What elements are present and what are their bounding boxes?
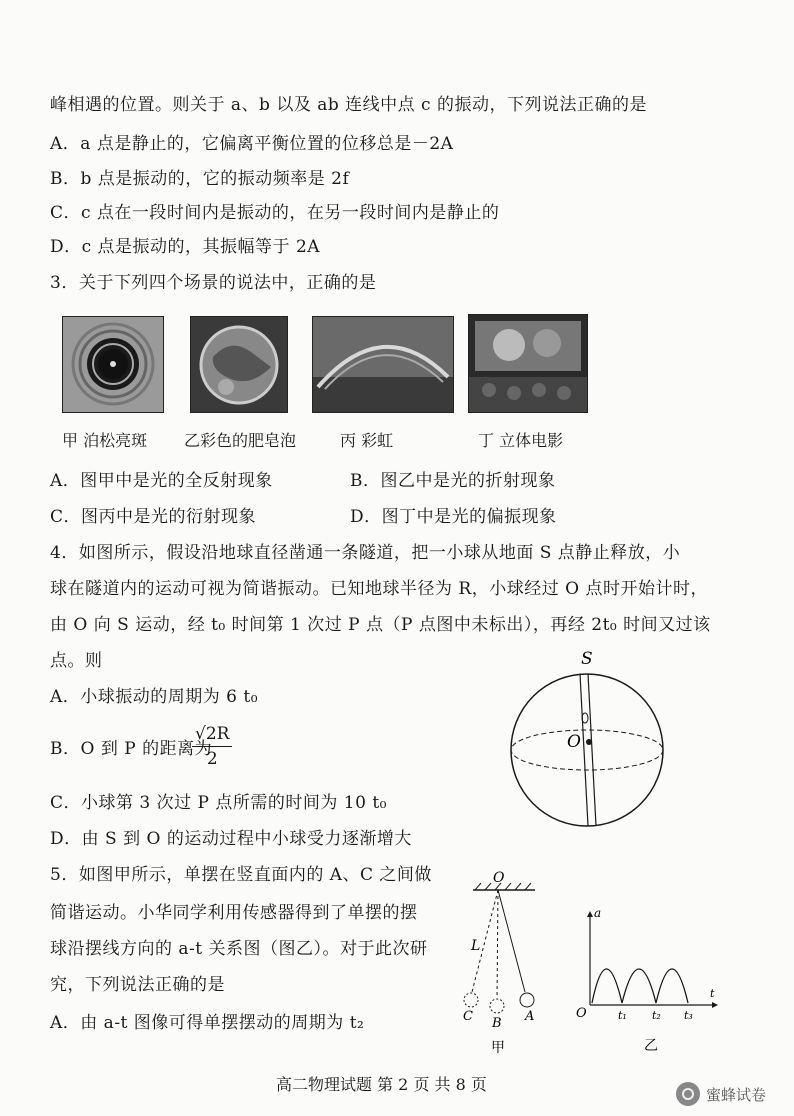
tunnel-left-wall xyxy=(580,674,588,826)
tick-t3: t₃ xyxy=(684,1009,693,1022)
a-axis-arrow xyxy=(587,911,593,917)
bob-b xyxy=(490,999,504,1013)
label-s: S xyxy=(581,649,593,669)
soap-bubble-image xyxy=(191,317,287,412)
q4-stem-2: 球在隧道内的运动可视为简谐振动。已知地球半径为 R，小球经过 O 点时开始计时， xyxy=(50,579,708,599)
watermark xyxy=(676,1082,766,1106)
poisson-spot-rings xyxy=(63,317,163,412)
tick-t1: t₁ xyxy=(618,1009,627,1022)
label-a: A xyxy=(525,1009,535,1024)
watermark-logo-icon xyxy=(676,1082,700,1106)
caption-ding: 丁 立体电影 xyxy=(478,431,564,450)
q2-option-b: B．b 点是振动的，它的振动频率是 2f xyxy=(50,169,350,189)
q2-option-d: D．c 点是振动的，其振幅等于 2A xyxy=(50,237,321,257)
figure-label-jia: 甲 xyxy=(491,1040,505,1055)
label-o: O xyxy=(567,732,581,752)
q4-option-c: C．小球第 3 次过 P 点所需的时间为 10 t₀ xyxy=(50,793,387,813)
q4-option-b xyxy=(50,738,212,760)
q4-stem-1: 4．如图所示，假设沿地球直径凿通一条隧道，把一小球从地面 S 点静止释放，小 xyxy=(50,543,681,563)
caption-yi: 乙彩色的肥皂泡 xyxy=(184,431,297,450)
q2-stem-tail: 峰相遇的位置。则关于 a、b 以及 ab 连线中点 c 的振动，下列说法正确的是 xyxy=(50,95,647,115)
3d-movie-image xyxy=(469,315,587,412)
q4-stem-4: 点。则 xyxy=(50,651,103,671)
bob-a xyxy=(520,993,534,1007)
q2-option-c: C．c 点在一段时间内是振动的，在另一段时间内是静止的 xyxy=(50,203,500,223)
origin-label: O xyxy=(576,1006,587,1021)
label-c: C xyxy=(463,1009,473,1024)
q5-stem-3: 球沿摆线方向的 a-t 关系图（图乙）。对于此次研 xyxy=(50,939,428,959)
q4-option-d: D．由 S 到 O 的运动过程中小球受力逐渐增大 xyxy=(50,829,412,849)
soap-bubble-photo xyxy=(190,316,288,413)
axis-label-t: t xyxy=(710,987,715,1000)
tunnel-right-wall xyxy=(588,674,596,826)
equator-ellipse xyxy=(511,730,663,770)
caption-jia: 甲 泊松亮斑 xyxy=(62,431,148,450)
q5-option-a: A．由 a-t 图像可得单摆摆动的周期为 t₂ xyxy=(50,1013,365,1033)
a-t-curve xyxy=(592,969,688,1003)
q5-stem-4: 究，下列说法正确的是 xyxy=(50,975,225,995)
figure-label-yi: 乙 xyxy=(644,1038,658,1054)
fraction-numerator: √2R xyxy=(192,722,232,747)
q3-stem: 3．关于下列四个场景的说法中，正确的是 xyxy=(50,273,377,293)
tick-t2: t₂ xyxy=(652,1009,661,1022)
label-b: B xyxy=(492,1016,502,1031)
q3-option-d: D．图丁中是光的偏振现象 xyxy=(350,507,557,527)
poisson-spot-photo xyxy=(62,316,164,413)
q3-option-c: C．图丙中是光的衍射现象 xyxy=(50,507,257,527)
rainbow-photo xyxy=(312,316,454,413)
q2-option-a: A．a 点是静止的，它偏离平衡位置的位移总是－2A xyxy=(50,134,454,154)
3d-movie-photo xyxy=(468,314,588,413)
center-point xyxy=(586,739,592,745)
q5-stem-2: 简谐运动。小华同学利用传感器得到了单摆的摆 xyxy=(50,903,418,923)
axis-label-a: a xyxy=(594,906,602,920)
q4-stem-3: 由 O 向 S 运动，经 t₀ 时间第 1 次过 P 点（P 点图中未标出），再经 2t₀ 时间又过该 xyxy=(50,615,711,635)
label-pivot-o: O xyxy=(493,870,505,886)
fraction-denominator: 2 xyxy=(206,749,218,769)
rainbow-image xyxy=(313,317,453,412)
q4-option-b-prefix: B．O 到 P 的距离为 xyxy=(50,739,213,759)
bob-c xyxy=(464,993,478,1007)
a-t-graph xyxy=(572,905,722,1055)
string-b xyxy=(497,890,498,998)
page-footer: 高二物理试题 第 2 页 共 8 页 xyxy=(276,1075,487,1094)
caption-bing: 丙 彩虹 xyxy=(340,431,394,450)
watermark-text: 蜜蜂试卷 xyxy=(705,1085,766,1104)
q3-option-a: A．图甲中是光的全反射现象 xyxy=(50,471,273,491)
string-a xyxy=(498,890,525,992)
t-axis-arrow xyxy=(712,1002,718,1008)
q3-option-b: B．图乙中是光的折射现象 xyxy=(350,471,556,491)
pendulum-diagram xyxy=(455,870,555,1055)
label-l: L xyxy=(471,938,481,954)
earth-tunnel-diagram xyxy=(505,640,675,840)
q4-option-b-fraction xyxy=(192,722,232,771)
q5-stem-1: 5．如图甲所示，单摆在竖直面内的 A、C 之间做 xyxy=(50,865,432,885)
q4-option-a: A．小球振动的周期为 6 t₀ xyxy=(50,687,259,707)
